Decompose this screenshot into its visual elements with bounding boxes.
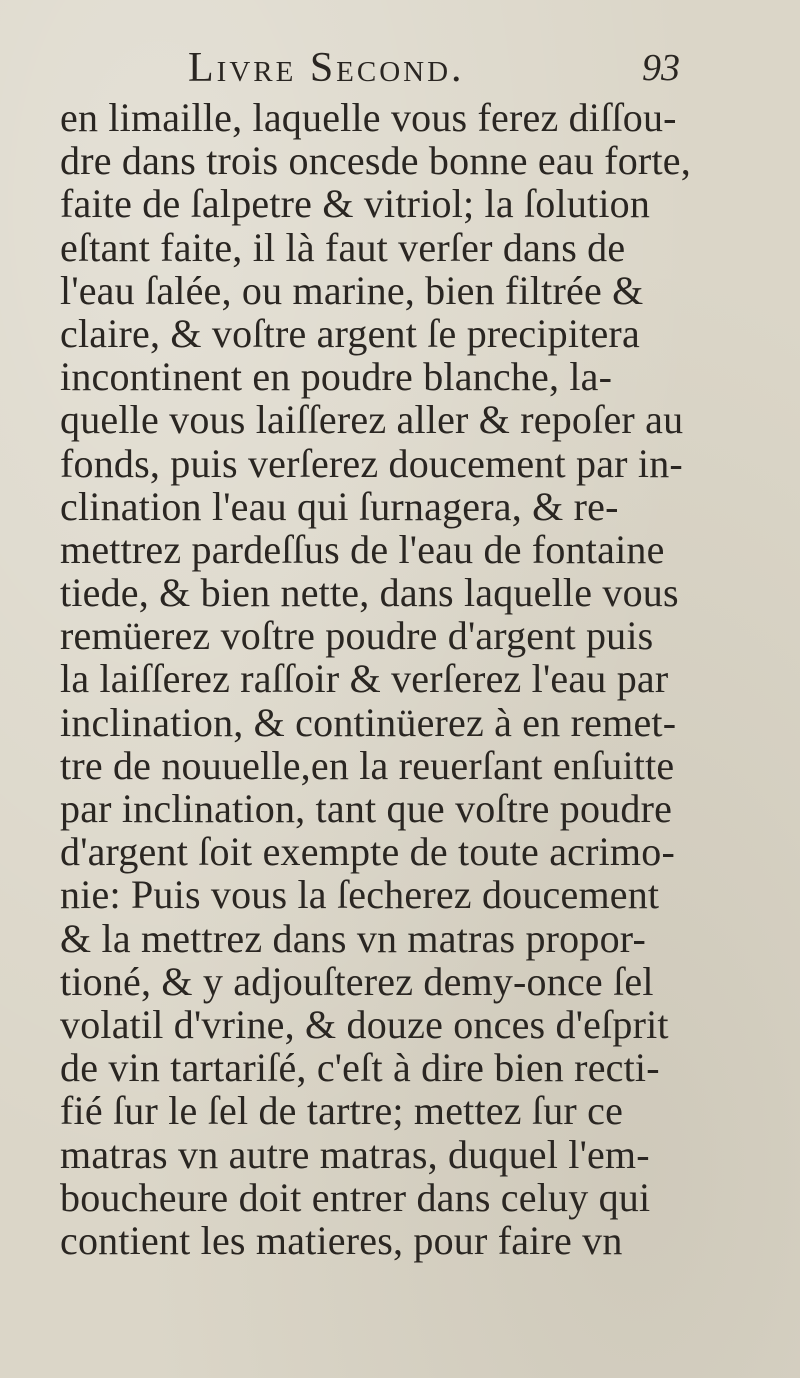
- text-line: fié ſur le ſel de tartre; mettez ſur ce: [60, 1088, 624, 1134]
- text-line: par inclination, tant que voſtre poudre: [60, 786, 673, 831]
- text-line: l'eau ſalée, ou marine, bien filtrée &: [60, 267, 644, 313]
- body-text: [60, 96, 710, 1262]
- text-line: remüerez voſtre poudre d'argent puis: [60, 613, 654, 659]
- page-number: 93: [642, 47, 680, 89]
- text-line: claire, & voſtre argent ſe precipitera: [60, 310, 640, 356]
- text-line: fonds, puis verſerez doucement par in-: [60, 440, 683, 486]
- text-line: tioné, & y adjouſterez demy-once ſel: [60, 958, 654, 1004]
- text-line: boucheure doit entrer dans celuy qui: [60, 1174, 651, 1220]
- text-line: faite de ſalpetre & vitriol; la ſolution: [60, 181, 651, 227]
- running-head: Livre Second.: [188, 45, 465, 91]
- text-line: eſtant faite, il là faut verſer dans de: [60, 224, 626, 270]
- text-line: & la mettrez dans vn matras propor-: [60, 915, 647, 961]
- text-line: clination l'eau qui ſurnagera, & re-: [60, 483, 619, 529]
- text-line: inclination, & continüerez à en remet-: [60, 699, 677, 745]
- text-line: dre dans trois oncesde bonne eau forte,: [60, 138, 691, 184]
- text-line: tre de nouuelle,en la reuerſant enſuitte: [60, 742, 675, 788]
- text-line: d'argent ſoit exempte de toute acrimo-: [60, 829, 675, 875]
- text-line: de vin tartariſé, c'eſt à dire bien recti-: [60, 1045, 660, 1091]
- text-line: matras vn autre matras, duquel l'em-: [60, 1131, 650, 1177]
- text-line: la laiſſerez raſſoir & verſerez l'eau par: [60, 656, 669, 702]
- text-line: volatil d'vrine, & douze onces d'eſprit: [60, 1001, 669, 1047]
- text-line: nie: Puis vous la ſecherez doucement: [60, 872, 660, 918]
- text-line: contient les matieres, pour faire vn: [60, 1217, 623, 1263]
- text-line: en limaille, laquelle vous ferez diſſou-: [60, 95, 677, 140]
- text-line: tiede, & bien nette, dans laquelle vous: [60, 570, 679, 616]
- text-line: quelle vous laiſſerez aller & repoſer au: [60, 397, 684, 443]
- text-line: incontinent en poudre blanche, la-: [60, 354, 613, 400]
- page-header: [60, 40, 700, 96]
- text-line: mettrez pardeſſus de l'eau de fontaine: [60, 526, 665, 572]
